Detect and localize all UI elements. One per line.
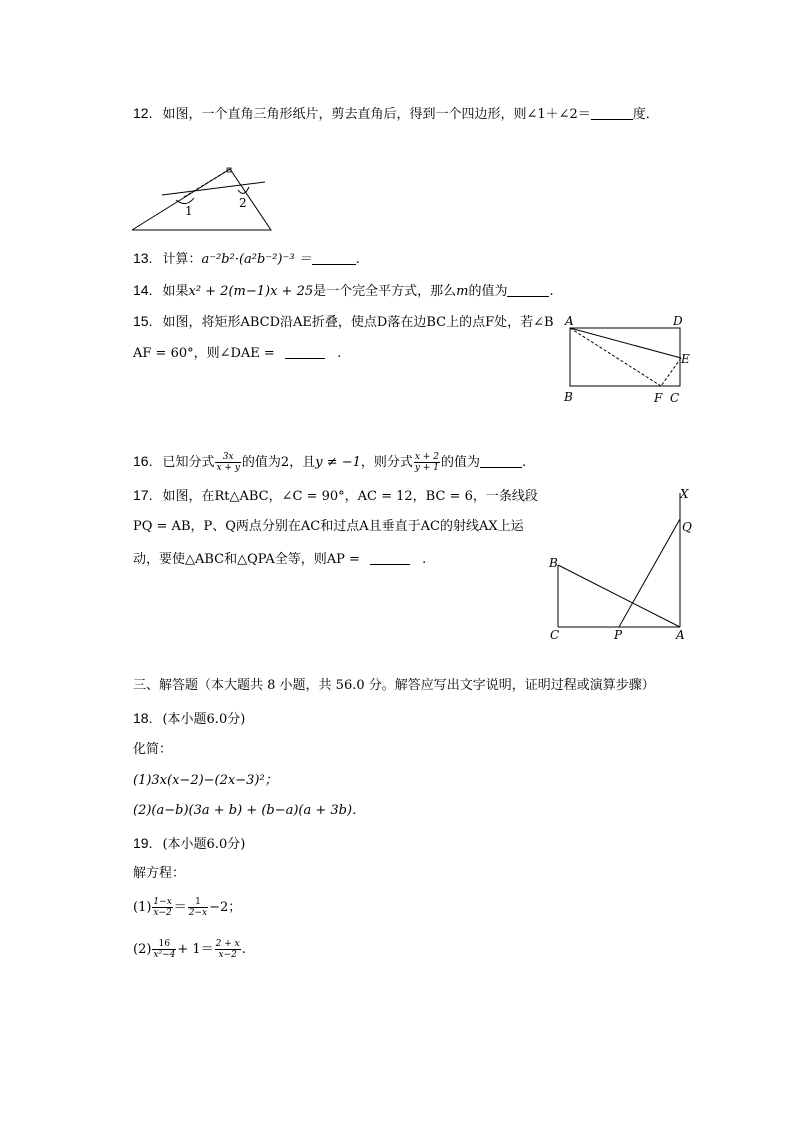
q18-part1: (1)3x(x−2)−(2x−3)²； (133, 773, 278, 788)
q19-part2-tail: . (241, 942, 246, 957)
q19-header (133, 834, 245, 854)
q15-label-D: D (673, 314, 683, 328)
q19-part1-fraction1-denominator: x−2 (153, 908, 172, 918)
q15-dashed-AF (570, 328, 661, 386)
q18-part2-line (133, 802, 365, 820)
q19-part2-middle: + 1＝ (177, 942, 214, 957)
q19-part1-line (133, 895, 241, 921)
q12-cut-line (162, 182, 265, 195)
q12-label-2: 2 (239, 196, 247, 210)
q19-part2-fraction2-denominator: x−2 (218, 950, 237, 960)
q17-line3 (133, 550, 426, 569)
q15-suffix: . (337, 346, 342, 361)
q18-instruction: 化简： (133, 742, 173, 757)
q19-part2-fraction2 (215, 939, 241, 960)
q13-expression: a⁻²b²·(a²b⁻²)⁻³ ＝ (201, 252, 312, 267)
q17-label-X: X (680, 487, 689, 501)
q15-rectangle (570, 328, 680, 386)
q18-instruction-line (133, 741, 172, 759)
q12-text: 如图，一个直角三角形纸片，剪去直角后，得到一个四边形，则∠1＋∠2＝ (162, 107, 591, 122)
q19-part1-fraction2-numerator: 1 (188, 897, 208, 908)
q17-text-line1: 如图，在Rt△ABC，∠C = 90°，AC = 12，BC = 6，一条线段 (162, 489, 538, 504)
q12-label-1: 1 (185, 204, 193, 218)
q13-prefix: 计算： (162, 252, 202, 267)
q12-figure (128, 166, 278, 236)
q12-line (133, 104, 659, 124)
section3-title: 三、解答题（本大题共 8 小题，共 56.0 分。解答应写出文字说明，证明过程或演算步骤） (133, 678, 655, 693)
q17-label-B: B (549, 556, 558, 570)
q19-instruction: 解方程： (133, 866, 186, 881)
q15-text-line1: 如图，将矩形ABCD沿AE折叠，使点D落在边BC上的点F处，若∠B (162, 315, 554, 330)
q14-answer-blank[interactable] (507, 282, 549, 297)
q17-label-P: P (614, 628, 623, 642)
q19-part2-fraction1-numerator: 16 (152, 939, 176, 950)
q16-line (133, 448, 526, 476)
q17-segment-PQ (619, 519, 680, 627)
q14-text1: 如果 (162, 284, 189, 299)
q19-part1-fraction2 (188, 897, 208, 918)
q17-segment-BA (558, 565, 680, 627)
q15-label-E: E (681, 352, 690, 366)
q16-suffix: . (521, 455, 527, 470)
q19-part2-fraction2-numerator: 2 + x (215, 939, 240, 949)
q14-text2: 是一个完全平方式，那么 (313, 284, 457, 299)
q15-label-A: A (565, 314, 574, 328)
q17-suffix: . (422, 552, 427, 567)
q13-suffix: . (355, 252, 360, 267)
q17-figure (545, 485, 695, 645)
q18-header (133, 709, 245, 729)
q14-text3: 的值为 (468, 284, 508, 299)
q16-fraction2-denominator: y + 1 (414, 463, 439, 473)
q16-answer-blank[interactable] (480, 453, 522, 468)
q13-number: 13. (133, 250, 153, 266)
q12-suffix: 度． (632, 107, 659, 122)
q16-condition: y ≠ −1 (315, 455, 361, 470)
q14-suffix: . (549, 284, 554, 299)
q18-part1-line (133, 772, 278, 790)
q16-fraction1 (215, 452, 240, 473)
q15-answer-blank[interactable] (285, 344, 325, 359)
q16-text4: 的值为 (440, 455, 480, 470)
q15-text-line2: AF = 60°，则∠DAE = (133, 346, 275, 361)
q13-answer-blank[interactable] (312, 250, 356, 265)
q16-text2: 的值为2，且 (241, 455, 316, 470)
q16-fraction2 (414, 452, 440, 473)
q17-text-line3: 动，要使△ABC和△QPA全等，则AP = (133, 552, 360, 567)
q19-part1-tail: −2； (209, 900, 242, 915)
q16-text1: 已知分式 (162, 455, 215, 470)
q16-fraction1-denominator: x + y (216, 463, 240, 473)
q15-figure (560, 313, 700, 408)
q19-part1-label: (1) (133, 900, 152, 915)
q12-answer-blank[interactable] (591, 105, 633, 120)
q17-answer-blank[interactable] (370, 550, 410, 565)
q19-part1-fraction2-denominator: 2−x (188, 908, 208, 918)
q15-line1 (133, 312, 554, 332)
q17-label-C: C (550, 628, 560, 642)
q18-number: 18. (133, 710, 153, 726)
q19-part2-label: (2) (133, 942, 152, 957)
q12-triangle-edges (132, 169, 271, 230)
q18-score: (本小题6.0分) (162, 712, 246, 727)
q16-fraction2-numerator: x + 2 (414, 452, 439, 462)
section3-heading (133, 677, 655, 695)
q19-part1-fraction1-numerator: 1−x (153, 897, 172, 907)
q15-number: 15. (133, 313, 153, 329)
q19-part2-line (133, 937, 246, 963)
q16-fraction1-numerator: 3x (215, 452, 240, 463)
q19-part2-fraction1-denominator: x²−4 (153, 950, 176, 960)
q19-part1-equals: ＝ (173, 900, 187, 915)
q17-number: 17. (133, 487, 153, 503)
q18-part2: (2)(a−b)(3a + b) + (b−a)(a + 3b)． (133, 803, 366, 818)
q14-number: 14. (133, 282, 153, 298)
q17-line2 (133, 518, 524, 536)
q16-number: 16. (133, 453, 153, 469)
q14-variable: m (456, 284, 469, 299)
q14-expression: x² + 2(m−1)x + 25 (188, 284, 314, 299)
q12-number: 12. (133, 105, 153, 121)
q14-line (133, 281, 554, 301)
q19-part1-fraction1 (152, 897, 172, 918)
q17-text-line2: PQ = AB，P、Q两点分别在AC和过点A且垂直于AC的射线AX上运 (133, 519, 524, 534)
q19-part2-fraction1 (152, 939, 176, 960)
q12-angle2-arc (238, 187, 249, 193)
q15-label-B: B (564, 390, 573, 404)
q17-label-A: A (676, 628, 685, 642)
q15-dashed-EF (661, 358, 681, 386)
q15-fold-line-AE (570, 328, 681, 358)
q15-label-F: F (654, 391, 663, 405)
q19-instruction-line (133, 865, 185, 883)
q15-line2 (133, 344, 341, 363)
q17-label-Q: Q (682, 520, 692, 534)
q15-label-C: C (670, 391, 680, 405)
q17-line1 (133, 486, 538, 506)
q19-number: 19. (133, 835, 153, 851)
q13-line (133, 249, 360, 269)
q16-text3: ，则分式 (360, 455, 413, 470)
q19-score: (本小题6.0分) (162, 837, 246, 852)
